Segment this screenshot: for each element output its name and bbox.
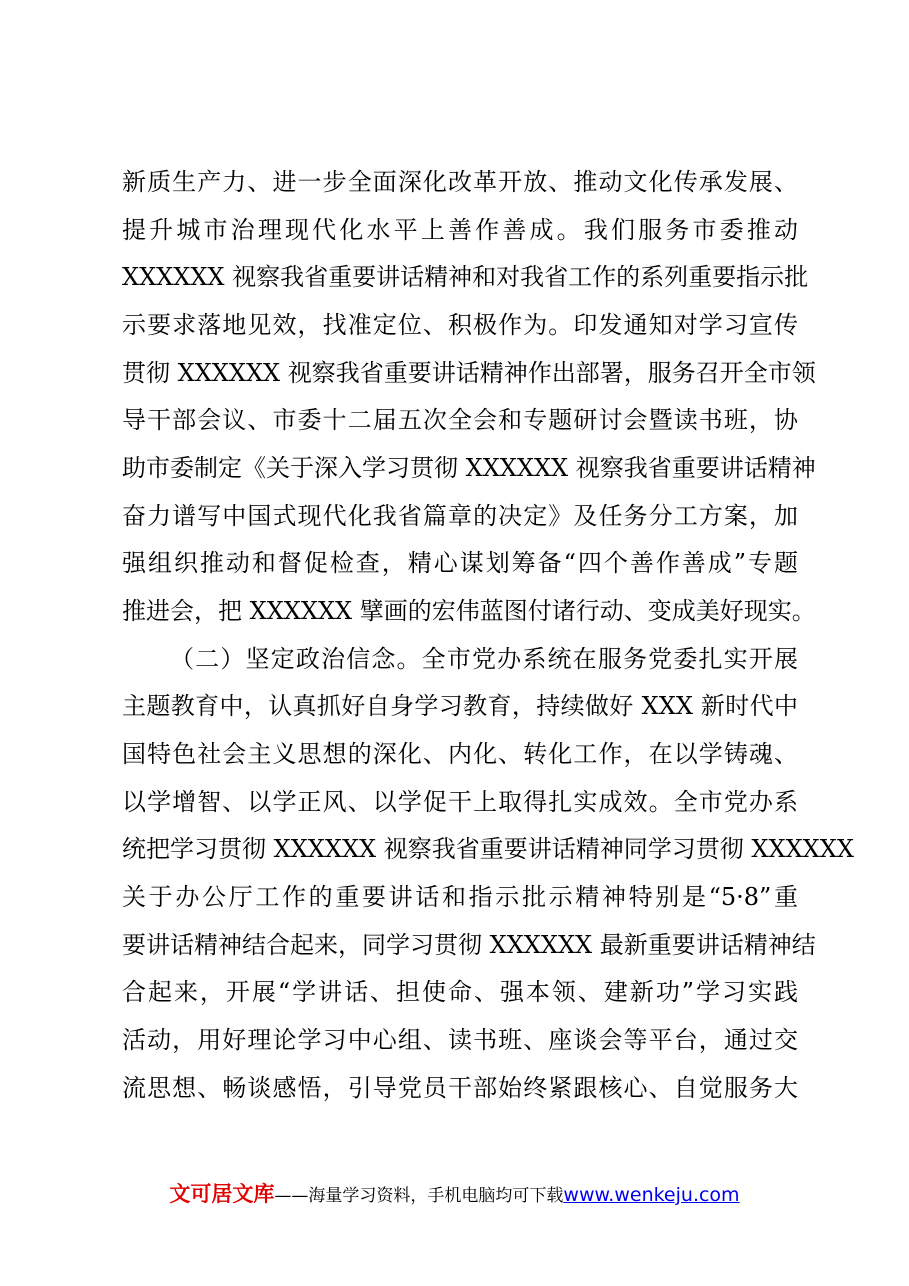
- paragraph-line: 助市委制定《关于深入学习贯彻 XXXXXX 视察我省重要讲话精神: [122, 454, 816, 482]
- brand-name: 文可居文库: [169, 1182, 275, 1206]
- paragraph-line: 合起来，开展“学讲话、担使命、强本领、建新功”学习实践: [122, 978, 798, 1006]
- paragraph-line: 强组织推动和督促检查，精心谋划筹备“四个善作善成”专题: [122, 549, 798, 577]
- paragraph-line: 贯彻 XXXXXX 视察我省重要讲话精神作出部署，服务召开全市领: [122, 359, 816, 387]
- paragraph-line: 新质生产力、进一步全面深化改革开放、推动文化传承发展、: [122, 168, 798, 196]
- footer-banner: [0, 1176, 909, 1212]
- paragraph-line: 要讲话精神结合起来，同学习贯彻 XXXXXX 最新重要讲话精神结: [122, 931, 816, 959]
- footer-tagline: ——海量学习资料，手机电脑均可下载: [274, 1186, 564, 1206]
- paragraph-line: 示要求落地见效，找准定位、积极作为。印发通知对学习宣传: [122, 311, 798, 339]
- paragraph-line: 国特色社会主义思想的深化、内化、转化工作，在以学铸魂、: [122, 740, 798, 768]
- paragraph-line: 统把学习贯彻 XXXXXX 视察我省重要讲话精神同学习贯彻 XXXXXX: [122, 835, 854, 863]
- paragraph-line: 流思想、畅谈感悟，引导党员干部始终紧跟核心、自觉服务大: [122, 1074, 798, 1102]
- paragraph-line: XXXXXX 视察我省重要讲话精神和对我省工作的系列重要指示批: [122, 263, 809, 291]
- paragraph-line: 主题教育中，认真抓好自身学习教育，持续做好 XXX 新时代中: [122, 692, 798, 720]
- paragraph-line: 关于办公厅工作的重要讲话和指示批示精神特别是“5·8”重: [122, 883, 798, 911]
- website-link[interactable]: www.wenkeju.com: [563, 1184, 740, 1206]
- paragraph-line: 奋力谱写中国式现代化我省篇章的决定》及任务分工方案，加: [122, 502, 798, 530]
- paragraph-line: 推进会，把 XXXXXX 擘画的宏伟蓝图付诸行动、变成美好现实。: [122, 597, 816, 625]
- section-heading-line: （二）坚定政治信念。全市党办系统在服务党委扎实开展: [170, 645, 798, 673]
- paragraph-line: 导干部会议、市委十二届五次全会和专题研讨会暨读书班，协: [122, 406, 798, 434]
- paragraph-line: 活动，用好理论学习中心组、读书班、座谈会等平台，通过交: [122, 1026, 798, 1054]
- paragraph-line: 以学增智、以学正风、以学促干上取得扎实成效。全市党办系: [122, 788, 798, 816]
- paragraph-line: 提升城市治理现代化水平上善作善成。我们服务市委推动: [122, 216, 798, 244]
